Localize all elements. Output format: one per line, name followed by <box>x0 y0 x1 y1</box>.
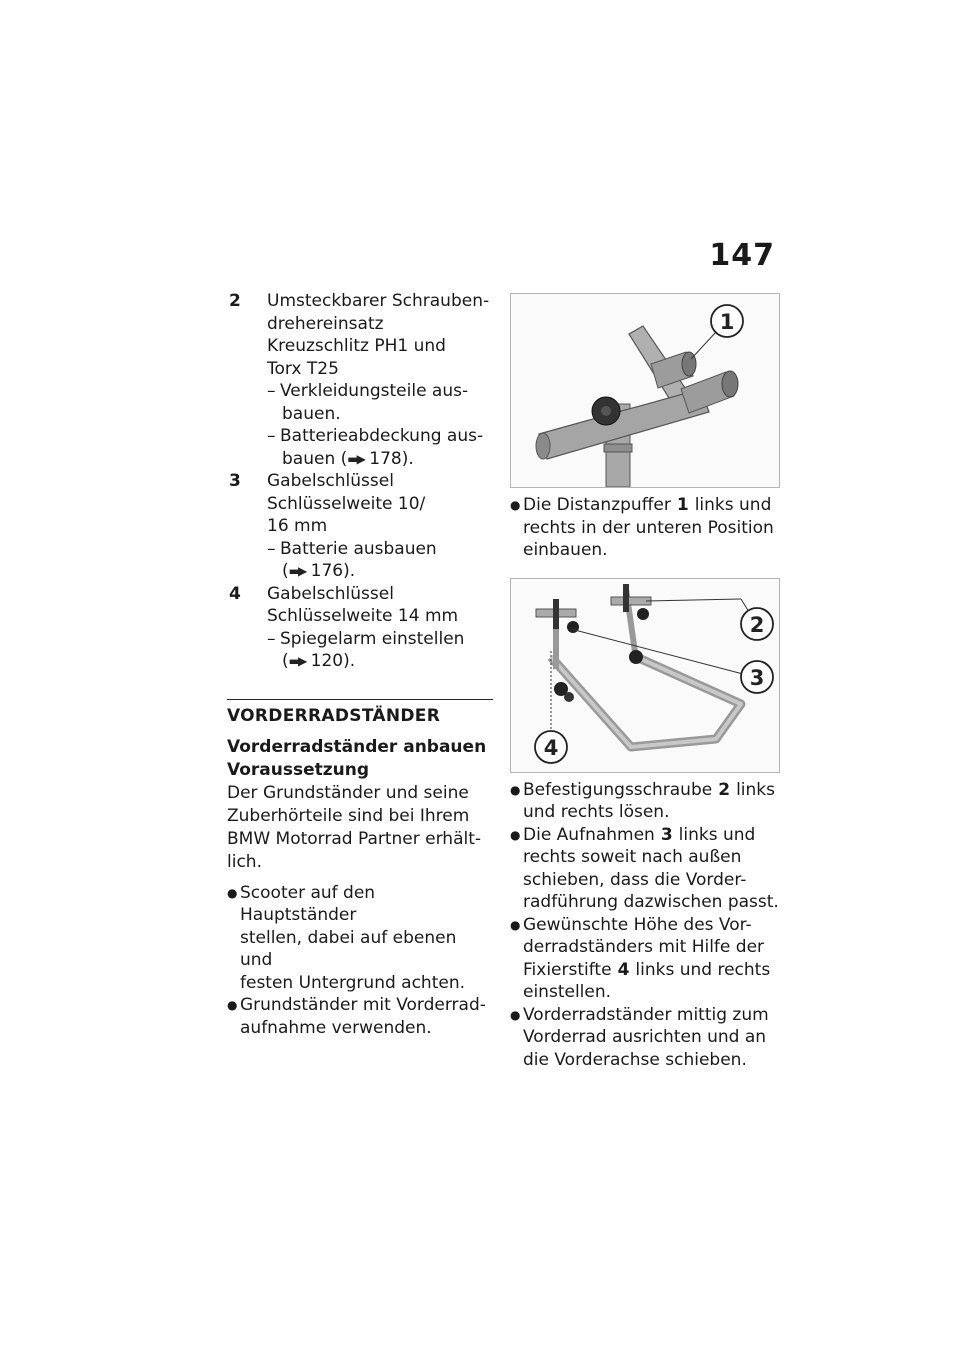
text-span: Befestigungsschraube <box>523 779 713 800</box>
figure-front-wheel-stand <box>510 578 780 773</box>
text-line: BMW Motorrad Partner erhält- <box>227 828 482 849</box>
prerequisite-text <box>227 782 493 874</box>
item-text: Schlüsselweite 14 mm <box>267 606 459 626</box>
list-item <box>510 779 780 824</box>
action-step: – Batterieabdeckung aus- bauen (▬▶ 178). <box>267 425 493 470</box>
figure-distance-buffer <box>510 293 780 488</box>
bullet-dot-icon: ● <box>510 782 521 797</box>
text-line: einstellen. <box>523 982 612 1002</box>
action-text: bauen. <box>282 403 341 424</box>
action-step: – Spiegelarm einstellen (▬▶ 120). <box>267 628 493 673</box>
text-span: links und <box>678 824 756 845</box>
item-text: Umsteckbarer Schrauben- <box>267 291 490 311</box>
item-text: Torx T25 <box>267 358 339 379</box>
item-text: Kreuzschlitz PH1 und <box>267 336 446 356</box>
item-text: Schlüsselweite 10/ <box>267 493 426 514</box>
list-item <box>227 882 493 995</box>
bullet-dot-icon: ● <box>227 998 238 1012</box>
text-span: Die Aufnahmen <box>523 824 655 845</box>
text-line: Zuberhörteile sind bei Ihrem <box>227 805 470 826</box>
list-item <box>510 1004 780 1072</box>
text-span: links und <box>694 495 772 515</box>
page-reference[interactable]: 176 <box>310 561 344 581</box>
section-heading: VORDERRADSTÄNDER <box>227 705 441 726</box>
ref-prefix: bauen ( <box>282 448 348 469</box>
subheading: Vorderradständer anbauen <box>227 736 487 757</box>
ref-prefix: ( <box>282 561 289 581</box>
front-wheel-stand-illustration <box>511 579 779 772</box>
bullet-dot-icon: ● <box>510 917 521 932</box>
text-line: aufnahme verwenden. <box>240 1017 432 1038</box>
item-text: drehereinsatz <box>267 313 384 334</box>
ref-suffix: ). <box>343 561 356 581</box>
bullet-list <box>227 882 493 1040</box>
text-span: links <box>736 779 775 800</box>
text-line: rechts soweit nach außen <box>523 847 742 867</box>
callout-1: 1 <box>719 310 735 334</box>
left-column <box>227 290 493 1039</box>
text-span: links und rechts <box>635 959 771 980</box>
item-text: Gabelschlüssel <box>267 471 394 491</box>
text-line: einbauen. <box>523 540 608 560</box>
arrow-right-icon: ▬▶ <box>288 564 306 578</box>
text-line: radführung dazwischen passt. <box>523 892 779 912</box>
page-number: 147 <box>709 238 775 273</box>
callout-3: 3 <box>749 665 765 690</box>
action-step: – Batterie ausbauen (▬▶ 176). <box>267 538 493 583</box>
list-item <box>510 914 780 1004</box>
ref-suffix: ). <box>343 651 356 671</box>
ref-prefix: ( <box>282 651 289 671</box>
tool-item-3 <box>227 470 493 583</box>
figure-reference: 3 <box>660 824 673 845</box>
list-item <box>510 824 780 914</box>
item-text: Gabelschlüssel <box>267 583 394 604</box>
action-text: Verkleidungsteile aus- <box>280 381 469 401</box>
text-span: Fixierstifte <box>523 959 612 980</box>
item-text: 16 mm <box>267 516 328 536</box>
action-text: Spiegelarm einstellen <box>280 628 465 649</box>
callout-4: 4 <box>543 735 559 760</box>
text-line: stellen, dabei auf ebenen und <box>240 927 457 970</box>
action-text: Batterieabdeckung aus- <box>280 426 484 446</box>
figure-reference: 1 <box>676 495 689 515</box>
bullet-dot-icon: ● <box>510 1007 521 1022</box>
ref-suffix: ). <box>401 448 414 469</box>
list-item <box>510 494 780 562</box>
text-line: derradständers mit Hilfe der <box>523 937 765 957</box>
text-line: die Vorderachse schieben. <box>523 1049 747 1070</box>
list-item <box>227 994 493 1039</box>
bullet-dot-icon: ● <box>510 498 521 512</box>
text-line: Scooter auf den Hauptständer <box>240 882 376 925</box>
bullet-dot-icon: ● <box>227 885 238 900</box>
text-line: festen Untergrund achten. <box>240 972 466 993</box>
text-line: Vorderradständer mittig zum <box>523 1004 769 1025</box>
figure-reference: 4 <box>617 959 630 980</box>
text-line: Gewünschte Höhe des Vor- <box>523 914 752 935</box>
callout-2: 2 <box>749 612 765 637</box>
tool-item-2 <box>227 290 493 470</box>
bullet-dot-icon: ● <box>510 827 521 842</box>
section-divider <box>227 699 493 728</box>
page-reference[interactable]: 120 <box>310 651 344 671</box>
page-reference[interactable]: 178 <box>369 448 402 469</box>
text-span: Die Distanzpuffer <box>523 495 671 515</box>
arrow-right-icon: ▬▶ <box>347 451 364 466</box>
action-step: – Verkleidungsteile aus- bauen. <box>267 380 493 425</box>
item-number: 2 <box>229 291 241 311</box>
arrow-right-icon: ▬▶ <box>288 654 306 668</box>
text-line: rechts in der unteren Position <box>523 517 774 538</box>
prerequisite-heading: Voraussetzung <box>227 759 370 780</box>
text-line: lich. <box>227 851 262 872</box>
right-column <box>510 293 780 1071</box>
text-line: Vorderrad ausrichten und an <box>523 1027 767 1047</box>
item-number: 3 <box>229 471 241 491</box>
stand-detail-illustration <box>511 294 779 487</box>
action-text: Batterie ausbauen <box>280 538 437 559</box>
tool-item-4 <box>227 583 493 673</box>
figure-reference: 2 <box>718 779 731 800</box>
text-line: schieben, dass die Vorder- <box>523 869 747 890</box>
text-line: und rechts lösen. <box>523 802 670 822</box>
item-number: 4 <box>229 583 241 604</box>
text-line: Grundständer mit Vorderrad- <box>240 995 486 1015</box>
text-line: Der Grundständer und seine <box>227 782 469 803</box>
